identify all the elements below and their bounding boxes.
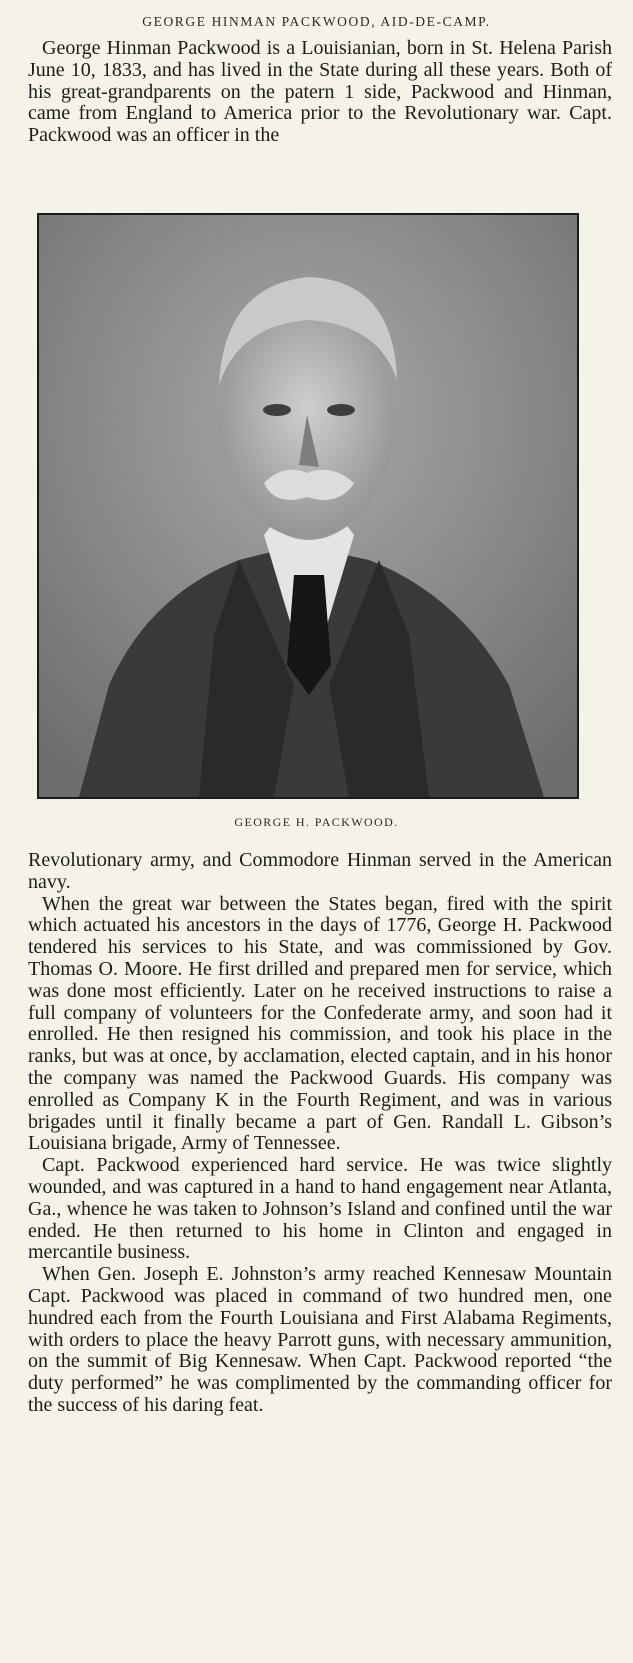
portrait-photo: [37, 213, 579, 799]
body-paragraph: When Gen. Joseph E. Johnston’s army reached Kennesaw Mountain Capt. Packwood was placed in command of two hundred men, one hundred each from the Fourth Louisiana and First Alabama Regiments, with orders to place the heavy Parrott guns, with necessary ammunition, on the summit of Big Kennesaw. When Capt. Packwood reported “the duty performed” he was complimented by the commanding officer for the success of his daring feat.: [28, 1263, 612, 1416]
intro-paragraph: George Hinman Packwood is a Louisianian, born in St. Helena Parish June 10, 1833, and has lived in the State during all these years. Both of his great-grandparents on the patern 1 side, Packwood and Hinman, came from England to America prior to the Revolutionary war. Capt. Packwood was an officer in the: [28, 37, 612, 147]
body-paragraph: Revolutionary army, and Commodore Hinman served in the American navy.: [28, 849, 612, 893]
body-paragraph: Capt. Packwood experienced hard service. He was twice slightly wounded, and was captured in a hand to hand engagement near Atlanta, Ga., whence he was taken to Johnson’s Island and confined until the war ended. He then returned to his home in Clinton and engaged in mercantile business.: [28, 1154, 612, 1264]
photo-caption: GEORGE H. PACKWOOD.: [234, 815, 399, 829]
body-paragraph: When the great war between the States began, fired with the spirit which actuated his ancestors in the days of 1776, George H. Packwood tendered his services to his State, and was commissioned by Gov. Thomas O. Moore. He first drilled and prepared men for service, which was done most efficiently. Later on he received instructions to raise a full company of volunteers for the Confederate army, and soon had it enrolled. He then resigned his commission, and took his place in the ranks, but was at once, by acclamation, elected captain, and in his honor the company was named the Packwood Guards. His company was enrolled as Company K in the Fourth Regiment, and was in various brigades until it finally became a part of Gen. Randall L. Gibson’s Louisiana brigade, Army of Tennessee.: [28, 892, 612, 1155]
body-text: [28, 850, 612, 1417]
article-heading: GEORGE HINMAN PACKWOOD, AID-DE-CAMP.: [142, 14, 491, 29]
